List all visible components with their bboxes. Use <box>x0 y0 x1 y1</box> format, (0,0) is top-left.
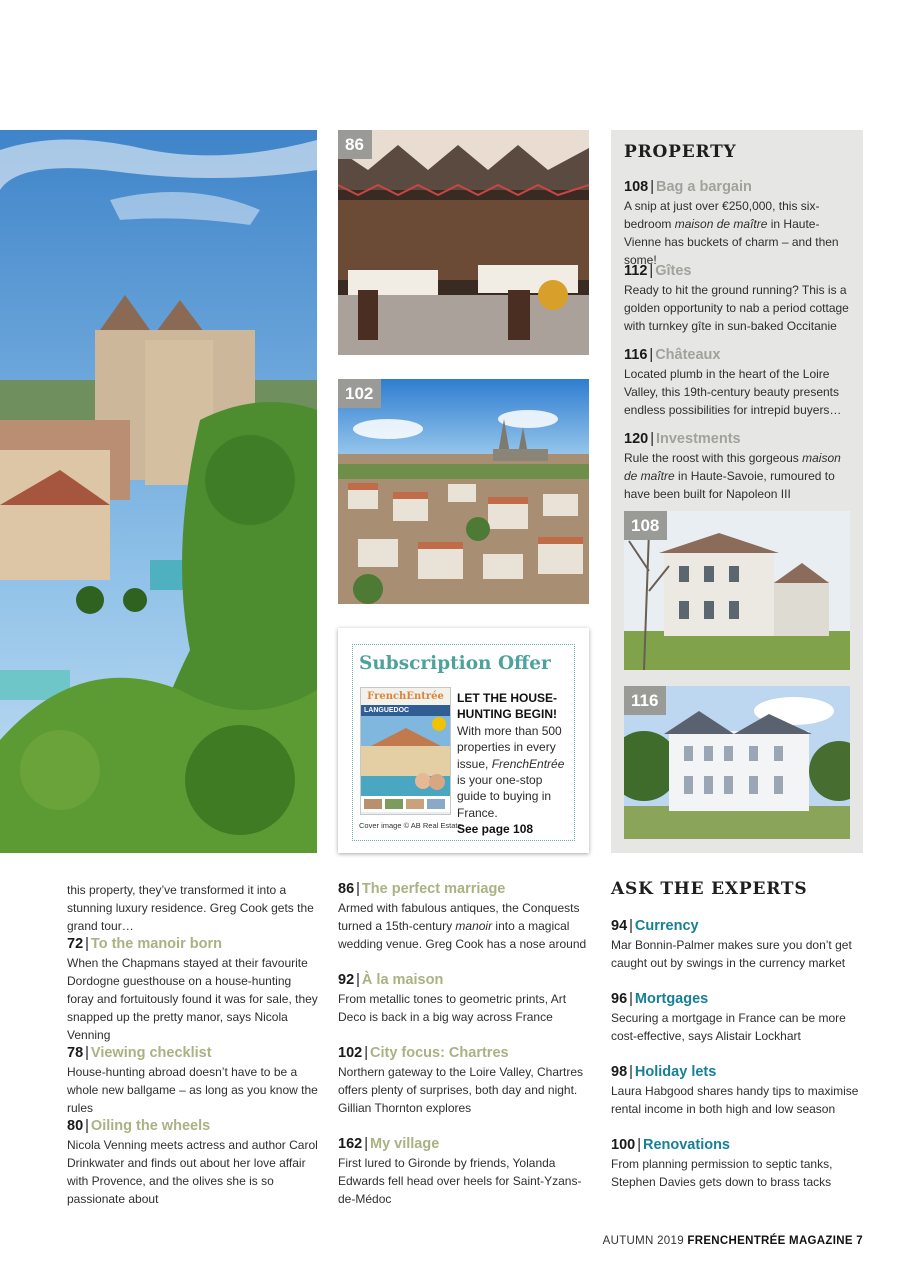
page-number: 92 <box>338 972 355 988</box>
page-number: 120 <box>624 431 649 447</box>
page-number: 98 <box>611 1064 628 1080</box>
separator: | <box>649 347 654 363</box>
separator: | <box>637 1137 641 1153</box>
feature-item[interactable] <box>338 880 591 953</box>
expert-item[interactable] <box>611 917 863 972</box>
item-text-end: in Haute-Savoie, rumoured to have been built for Napoleon III <box>624 469 835 501</box>
separator: | <box>650 179 654 195</box>
feature-item[interactable] <box>67 1117 319 1208</box>
hero-image <box>0 130 317 853</box>
feature-item[interactable] <box>67 935 319 1044</box>
separator: | <box>629 991 633 1007</box>
item-title: The perfect marriage <box>361 881 506 897</box>
item-text: Located plumb in the heart of the Loire Valley, this 19th-century beauty presents endless possibilities for intrepid buyers… <box>624 367 842 417</box>
item-text: From planning permission to septic tanks, Stephen Davies gets down to brass tacks <box>611 1157 833 1189</box>
separator: | <box>85 1045 89 1061</box>
item-text: Laura Habgood shares handy tips to maximise rental income in both high and low season <box>611 1084 859 1116</box>
item-title: Investments <box>655 431 741 447</box>
item-title: Gîtes <box>655 263 692 279</box>
property-item[interactable] <box>624 178 852 269</box>
item-text-end: into a magical wedding venue. Greg Cook has a nose around <box>338 919 587 951</box>
item-text: Securing a mortgage in France can be more cost-effective, says Alistair Lockhart <box>611 1011 846 1043</box>
item-title: My village <box>369 1136 440 1152</box>
subscription-offer-box[interactable] <box>338 628 589 853</box>
item-title: Viewing checklist <box>90 1045 212 1061</box>
subscription-body: With more than 500 properties in every issue, <box>457 723 562 771</box>
photo-loire-chateau <box>624 686 850 839</box>
page-number: 96 <box>611 991 628 1007</box>
magazine-cover <box>360 687 451 815</box>
expert-item[interactable] <box>611 1063 863 1118</box>
photo-badge: 108 <box>624 511 667 540</box>
item-title: Oiling the wheels <box>90 1118 211 1134</box>
separator: | <box>364 1045 368 1061</box>
item-text-em: manoir <box>455 919 493 933</box>
footer-page-number: 7 <box>856 1235 863 1247</box>
item-text: Northern gateway to the Loire Valley, Chartres offers plenty of surprises, both day and night. Gillian Thornton explores <box>338 1065 584 1115</box>
subscription-see-page-link[interactable]: See page 108 <box>457 822 534 837</box>
photo-chartres <box>338 379 589 604</box>
item-text: First lured to Gironde by friends, Yolanda Edwards fell head over heels for Saint-Yzans-de-Médoc <box>338 1156 582 1206</box>
cover-credit: Cover image © AB Real Estate <box>359 821 462 830</box>
page-number: 116 <box>624 347 648 363</box>
cover-photo <box>361 716 450 812</box>
item-text: A snip at just over €250,000, this six-bedroom <box>624 199 820 231</box>
item-text: this property, they’ve transformed it into a stunning luxury residence. Greg Cook gets the grand tour… <box>67 883 314 933</box>
footer-issue: AUTUMN 2019 <box>602 1235 684 1247</box>
expert-item[interactable] <box>611 1136 863 1191</box>
photo-wedding-venue <box>338 130 589 355</box>
item-title: Holiday lets <box>634 1064 717 1080</box>
photo-badge: 116 <box>624 686 666 715</box>
item-text: Mar Bonnin-Palmer makes sure you don’t get caught out by swings in the currency market <box>611 938 852 970</box>
subscription-body-em: FrenchEntrée <box>491 756 565 771</box>
item-text: House-hunting abroad doesn’t have to be a whole new ballgame – as long as you know the rules <box>67 1065 318 1115</box>
feature-item[interactable] <box>338 971 591 1026</box>
separator: | <box>629 1064 633 1080</box>
page-number: 102 <box>338 1045 363 1061</box>
page-number: 78 <box>67 1045 84 1061</box>
separator: | <box>85 1118 89 1134</box>
separator: | <box>356 972 360 988</box>
cover-tag: LANGUEDOC <box>361 705 450 716</box>
item-text: Armed with fabulous antiques, the Conquests turned a 15th-century <box>338 901 580 933</box>
separator: | <box>356 881 360 897</box>
page-footer <box>603 1235 863 1247</box>
photo-badge: 86 <box>338 130 372 159</box>
item-text-end: in Haute-Vienne has buckets of charm – and then some! <box>624 217 839 267</box>
footer-magazine: FRENCHENTRÉE MAGAZINE <box>687 1235 853 1247</box>
item-text: Nicola Venning meets actress and author Carol Drinkwater and finds out about her love affair with Provence, and the olives she is so passionate about <box>67 1138 318 1206</box>
item-title: To the manoir born <box>90 936 222 952</box>
subscription-border <box>352 644 575 841</box>
feature-item[interactable] <box>338 1135 591 1208</box>
item-text-em: maison de maître <box>624 451 841 483</box>
item-title: Currency <box>634 918 699 934</box>
item-title: Renovations <box>642 1137 730 1153</box>
continuation-text <box>67 881 319 935</box>
cover-logo: FrenchEntrée <box>361 688 450 705</box>
page-number: 72 <box>67 936 84 952</box>
separator: | <box>649 263 654 279</box>
subscription-title: Subscription Offer <box>359 653 551 674</box>
item-text: From metallic tones to geometric prints, Art Deco is back in a big way across France <box>338 992 567 1024</box>
separator: | <box>629 918 633 934</box>
experts-heading: ASK THE EXPERTS <box>611 879 808 899</box>
photo-maison-de-maitre <box>624 511 850 670</box>
page-number: 112 <box>624 263 648 279</box>
item-title: Mortgages <box>634 991 709 1007</box>
item-text: When the Chapmans stayed at their favourite Dordogne guesthouse on a house-hunting foray and fortuitously found it was for sale, they snapped up the pretty manor, says Nicola Venning <box>67 956 318 1042</box>
photo-badge: 102 <box>338 379 381 408</box>
subscription-body-end: is your one-stop guide to buying in France. <box>457 773 552 820</box>
page-number: 162 <box>338 1136 363 1152</box>
item-text: Rule the roost with this gorgeous <box>624 451 803 465</box>
item-title: City focus: Chartres <box>369 1045 509 1061</box>
property-heading: PROPERTY <box>624 142 737 162</box>
page-number: 80 <box>67 1118 84 1134</box>
item-title: À la maison <box>361 972 444 988</box>
separator: | <box>364 1136 368 1152</box>
feature-item[interactable] <box>67 1044 319 1117</box>
item-title: Châteaux <box>655 347 721 363</box>
separator: | <box>650 431 654 447</box>
subscription-copy <box>457 690 573 838</box>
page-number: 86 <box>338 881 355 897</box>
feature-item[interactable] <box>338 1044 591 1117</box>
page-number: 100 <box>611 1137 636 1153</box>
property-item[interactable] <box>624 262 852 335</box>
expert-item[interactable] <box>611 990 863 1045</box>
property-sidebar <box>611 130 863 853</box>
property-item[interactable] <box>624 430 852 503</box>
page-number: 94 <box>611 918 628 934</box>
subscription-lead: LET THE HOUSE-HUNTING BEGIN! <box>457 691 558 722</box>
item-text-em: maison de maître <box>674 217 768 231</box>
item-title: Bag a bargain <box>655 179 752 195</box>
item-text: Ready to hit the ground running? This is a golden opportunity to nab a period cottage with turnkey gîte in sun-baked Occitanie <box>624 283 849 333</box>
separator: | <box>85 936 89 952</box>
page-number: 108 <box>624 179 649 195</box>
property-item[interactable] <box>624 346 852 419</box>
